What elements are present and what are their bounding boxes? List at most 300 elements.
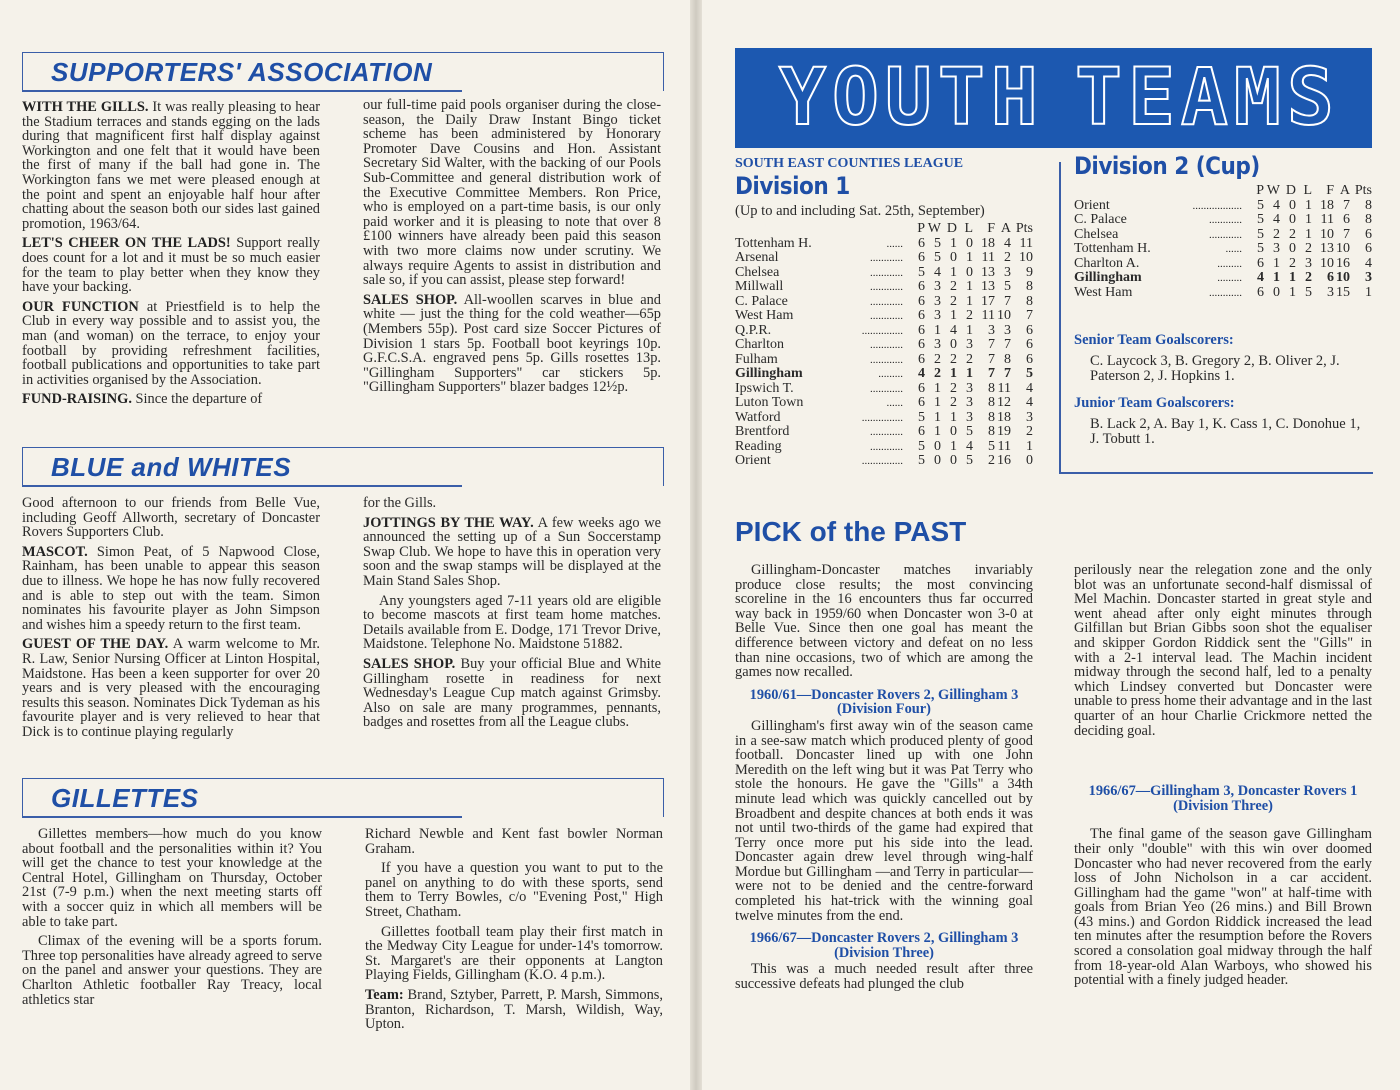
blue-whites-column-1 [22,496,320,745]
stat-cell: 1 [934,395,941,410]
match-2-continued: perilously near the relegation zone and the only blot was an unfortunate second-half dismissal of Mel Machin. Doncaster started in great style and went ahead after only eight minutes through Gilfillan but Brian Gibbs soon shot the equaliser and skipper Gordon Riddick sent the "Gills" in with a 2-1 interval lead. The Machin incident midway through the second half, led to a penalty which Lindsey converted but Doncaster were unable to press home their advantage and in the last quarter of an hour Charlie Crickmore netted the deciding goal. [1074,562,1372,739]
gillettes-column-2 [365,827,663,1037]
stat-cell: 10 [1320,226,1334,242]
stat-cell: 4 [1026,380,1033,396]
leader-dots: ............ [870,310,903,322]
paragraph-text: Since the departure of [131,391,263,408]
match-3-text: The final game of the season gave Gillingham their only "double" with this win over doomed Doncaster who had never recovered from the early loss of John Nicholson in a car accident. Gillingham had the game "won" at half-time with goals from Brian Yeo (26 mins.) and Bill Brown (43 mins.) and Gordon Riddick increased the lead ten minutes after the resumption before the Rovers scored a consolation goal midway through the half from 18-year-old Alan Warboys, who showed his potential with a finely judged header. [1074,826,1372,989]
table-row [1074,213,1372,228]
stat-cell: 2 [988,453,995,468]
stat-cell: 1 [966,293,973,309]
stat-cell: 11 [997,380,1011,396]
paragraph-text: A few weeks ago we announced the setting up of a Sun Soccerstamp Swap Club. We hope to have this in operation very soon and the swap stamps will be displayed at the Main Stand Sales Shop. [363,514,661,589]
table-row [735,353,1033,368]
stat-cell: 5 [1026,366,1033,381]
supporters-col2-paragraph [363,98,661,288]
stat-cell: 0 [950,453,957,468]
stat-cell: 2 [950,279,957,294]
paragraph-lead: SALES SHOP. [363,291,458,308]
stat-cell: 3 [934,293,941,309]
paragraph-text: Gillettes members—how much do you know about football and the personalities within it? You will get the chance to test your knowledge at the Central Hotel, Gillingham on Thursday, October 21st (7-9 p.m.) when the next meeting starts off with a soccer quiz in which all members will be able to take part. [22,826,322,930]
stat-cell: 0 [934,453,941,468]
paragraph-text: for the Gills. [363,495,437,511]
leader-dots: .................. [1192,199,1242,212]
junior-goalscorers [1074,396,1372,447]
table-row [735,324,1033,339]
horizontal-divider [1059,472,1373,474]
table-row [735,382,1033,397]
stat-cell: 0 [1289,197,1296,213]
stat-cell: 18 [997,409,1011,425]
table-header-row [735,222,1033,237]
stat-cell: 10 [1320,255,1334,271]
stat-cell: 2 [950,351,957,367]
stat-cell: 6 [918,235,925,251]
stat-cell: 6 [1026,351,1033,367]
pick-column-2 [1074,563,1372,993]
stat-cell: 5 [918,453,925,468]
stat-cell: 3 [1305,255,1312,271]
stat-cell: 4 [966,438,973,454]
stat-cell: 6 [1026,337,1033,352]
leader-dots: ............ [1209,286,1242,299]
stat-cell: 6 [1257,284,1264,300]
team-name: C. Palace [735,293,788,309]
stat-cell: 3 [1026,409,1033,425]
division-1-subtitle: (Up to and including Sat. 25th, September) [735,203,985,219]
leader-dots: ............ [870,281,903,293]
stat-cell: 13 [981,279,995,294]
senior-goalscorers-heading: Senior Team Goalscorers: [1074,332,1234,348]
stat-cell: 4 [1257,270,1264,285]
paragraph-text: Richard Newble and Kent fast bowler Norman Graham. [365,826,663,857]
pick-column-1 [735,563,1033,997]
leader-dots: ............ [870,353,903,366]
stat-cell: 17 [981,293,995,309]
leader-dots: ............ [1209,228,1242,241]
paragraph-text: Gillettes football team play their first match in the Medway City League for under-14's tomorrow. St. Margaret's are their opponents at Langton Playing Fields, Gillingham (K.O. 4 p.m.). [365,923,663,984]
stat-cell: 1 [1289,270,1296,285]
paragraph-lead: JOTTINGS BY THE WAY. [363,514,534,531]
paragraph-lead: WITH THE GILLS. [22,99,149,115]
stat-cell: 2 [1289,226,1296,242]
table-header-row [1074,184,1372,199]
blue-col2-paragraph [363,594,661,652]
stat-cell: 0 [950,424,957,439]
vertical-divider [1059,162,1061,474]
stat-cell: 6 [1365,241,1372,256]
blue-col2-paragraph [363,516,661,589]
stat-cell: 0 [950,337,957,352]
team-name: Watford [735,409,781,425]
stat-cell: 7 [1026,308,1033,323]
stat-cell: 6 [918,337,925,352]
stat-cell: 6 [1365,226,1372,242]
paragraph-text: A warm welcome to Mr. R. Law, Senior Nursing Officer at Linton Hospital, Maidstone. Has been a keen supporter for over 20 years and is very pleased with the encouraging results this season. Nominates Dick Tydeman as his favourite player and is very relieved to hear that Dick is to continue playing regularly [22,636,320,740]
stat-cell: 5 [934,235,941,251]
stat-cell: 8 [988,424,995,439]
table-row [735,338,1033,353]
stat-cell: 4 [1273,212,1280,227]
paragraph-text: If you have a question you want to put to the panel on anything to do with these sports, send them to Terry Bowles, c/o "Evening Post," High Street, Chatham. [365,860,663,920]
stat-cell: 11 [1019,235,1033,251]
paragraph-lead: OUR FUNCTION [22,298,139,315]
table-row [735,295,1033,310]
paragraph-lead: LET'S CHEER ON THE LADS! [22,235,231,252]
supporters-column-1 [22,100,320,412]
team-name: Brentford [735,424,790,439]
team-name: West Ham [1074,284,1133,300]
leader-dots: ...... [1225,243,1242,255]
match-2-text: This was a much needed result after three successive defeats had plunged the club [735,961,1033,993]
junior-goalscorers-heading: Junior Team Goalscorers: [1074,395,1235,411]
paragraph-text: Good afternoon to our friends from Belle Vue, including Geoff Allworth, secretary of Doncaster Rovers Supporters Club. [22,495,320,541]
team-name: Orient [1074,197,1110,213]
stat-cell: 1 [950,438,957,454]
column-header: D [1285,183,1296,198]
stat-cell: 1 [966,250,973,265]
stat-cell: 7 [1004,337,1011,352]
youth-word: YOUTH [779,53,1044,143]
table-row [1074,228,1372,243]
stat-cell: 4 [1365,255,1372,271]
leader-dots: ............ [870,339,903,351]
stat-cell: 0 [966,264,973,280]
stat-cell: 10 [1019,250,1033,265]
leader-dots: ............ [870,440,903,453]
stat-cell: 1 [1273,270,1280,285]
team-name: Q.P.R. [735,322,772,338]
stat-cell: 3 [1365,270,1372,285]
stat-cell: 6 [1327,270,1334,285]
paragraph-text: Buy your official Blue and White Gillingham rosette in readiness for next Wednesday's League Cup match against Grimsby. Also on sale are many programmes, pennants, badges and rosettes from all the League clubs. [363,655,661,731]
stat-cell: 1 [934,322,941,338]
stat-cell: 2 [1305,270,1312,285]
paragraph-lead: GUEST OF THE DAY. [22,636,169,653]
table-row [735,440,1033,455]
stat-cell: 4 [1004,235,1011,251]
senior-goalscorers-list: C. Laycock 3, B. Gregory 2, B. Oliver 2, J. Paterson 2, J. Hopkins 1. [1090,353,1340,384]
stat-cell: 4 [950,322,957,338]
team-name: Charlton A. [1074,255,1140,271]
stat-cell: 7 [1004,366,1011,381]
stat-cell: 4 [934,264,941,280]
stat-cell: 13 [1320,241,1334,256]
supporters-column-2 [363,98,661,400]
table-row [1074,242,1372,257]
stat-cell: 8 [1026,279,1033,294]
column-header: W [927,221,941,236]
stat-cell: 13 [981,264,995,280]
stat-cell: 6 [918,308,925,323]
team-name: Charlton [735,337,784,352]
stat-cell: 1 [950,308,957,323]
blue-whites-title: BLUE and WHITES [51,452,292,482]
leader-dots: ............ [1209,214,1242,226]
team-name: Millwall [735,279,784,294]
leader-dots: ............ [870,266,903,279]
stat-cell: 3 [934,279,941,294]
team-name: West Ham [735,308,794,323]
stat-cell: 3 [1273,241,1280,256]
blue-col2-paragraph [363,496,661,511]
paragraph-lead: SALES SHOP. [363,655,456,672]
stat-cell: 7 [988,337,995,352]
stat-cell: 1 [1289,284,1296,300]
column-header: W [1266,183,1280,198]
paragraph-text: at Priestfield is to help the Club in every way possible and to assist you, the man (and woman) on the terrace, to enjoy your football by providing refreshment facilities, football publications and opportunities to take part in activities organised by the Association. [22,298,320,388]
supporters-col1-paragraph [22,236,320,294]
gillettes-col1-paragraph [22,934,322,1007]
stat-cell: 2 [950,395,957,410]
stat-cell: 1 [1305,226,1312,242]
stat-cell: 7 [988,366,995,381]
paragraph-text: Climax of the evening will be a sports forum. Three top personalities have already agreed to serve on the panel and answer your questions. They are Charlton Athletic footballer Ray Treacy, local athletics star [22,933,322,1008]
team-name: Orient [735,453,771,468]
leader-dots: ......... [1217,272,1242,284]
stat-cell: 8 [1026,293,1033,309]
stat-cell: 8 [1004,351,1011,367]
team-name: C. Palace [1074,212,1127,227]
stat-cell: 15 [1336,284,1350,300]
gillettes-column-1 [22,827,322,1012]
stat-cell: 10 [1336,241,1350,256]
stat-cell: 0 [1289,212,1296,227]
stat-cell: 8 [988,409,995,425]
leader-dots: ...... [886,237,903,250]
stat-cell: 1 [966,366,973,381]
stat-cell: 8 [1365,212,1372,227]
stat-cell: 18 [981,235,995,251]
match-1-text: Gillingham's first away win of the season came in a see-saw match which produced plenty of good football. Doncaster lined up with one John Meredith on the left wing but it was Pat Terry who stole the honours. He gave the "Gills" a 34th minute lead which was quickly cancelled out by Broadbent and despite chances at both ends it was not until two-thirds of the game had expired that Terry once more put his side into the lead. Doncaster again drew level through wing-half Mordue but Gillingham —and Terry in particular—were not to be denied and the centre-forward completed his hat-trick with the winning goal twelve minutes from the end. [735,717,1033,924]
league-title: SOUTH EAST COUNTIES LEAGUE [735,156,964,171]
stat-cell: 11 [981,250,995,265]
stat-cell: 3 [1004,264,1011,280]
table-row [735,237,1033,252]
team-name: Chelsea [735,264,780,280]
stat-cell: 1 [950,366,957,381]
stat-cell: 4 [1273,197,1280,213]
stat-cell: 2 [950,293,957,309]
supporters-col1-paragraph [22,100,320,231]
stat-cell: 2 [1289,255,1296,271]
stat-cell: 5 [988,438,995,454]
stat-cell: 11 [997,438,1011,454]
paragraph-text: Simon Peat, of 5 Napwood Close, Rainham, has been unable to appear this season due to illness. We hope he has now fully recovered and is able to step out with the team. Simon nominates his favourite player as John Simpson and wishes him a speedy return to the first team. [22,543,320,633]
stat-cell: 5 [1257,212,1264,227]
column-header: A [1339,183,1350,198]
paragraph-text: our full-time paid pools organiser during the close-season, the Daily Draw Instant Bingo ticket scheme has been administered by Honorary Promoter Dave Cousins and Hon. Assistant Secretary Sid Walter, with the backing of our Pools Sub-Committee and general distribution work of the Executive Committee Members. Ron Price, who is employed on a part-time basis, is our only paid worker and it is pleasing to note that over 8 £100 winners have already been paid this season with two more claims now under scrutiny. We always require Agents to assist in distribution and sale so, if you can assist, please step forward! [363,97,661,289]
stat-cell: 1 [966,279,973,294]
stat-cell: 3 [934,337,941,352]
paragraph-lead: MASCOT. [22,543,88,560]
stat-cell: 1 [1026,438,1033,454]
stat-cell: 1 [1305,197,1312,213]
leader-dots: ............ [870,295,903,308]
stat-cell: 1 [950,235,957,251]
stat-cell: 5 [918,409,925,425]
leader-dots: ............ [870,382,903,395]
team-name: Gillingham [1074,270,1142,285]
stat-cell: 3 [1327,284,1334,300]
column-header: D [946,221,957,236]
leader-dots: ............ [870,252,903,264]
gillettes-col1-paragraph [22,827,322,929]
table-row [1074,257,1372,272]
youth-teams-banner [735,48,1372,148]
blue-col1-paragraph [22,637,320,739]
blue-whites-header [22,447,664,486]
table-row [1074,271,1372,286]
team-name: Tottenham H. [735,235,812,251]
column-header: P [1256,183,1264,198]
table-row [735,454,1033,469]
stat-cell: 3 [966,409,973,425]
leader-dots: ...... [886,397,903,409]
table-row [735,280,1033,295]
table-row [1074,286,1372,301]
stat-cell: 0 [1026,453,1033,468]
stat-cell: 1 [1273,255,1280,271]
table-row [735,425,1033,440]
column-header: P [917,221,925,236]
match-1-heading: 1960/61—Doncaster Rovers 2, Gillingham 3 (Division Four) [749,686,1019,718]
stat-cell: 6 [918,293,925,309]
stat-cell: 3 [1004,322,1011,338]
stat-cell: 5 [1257,197,1264,213]
team-name: Luton Town [735,395,804,410]
stat-cell: 16 [997,453,1011,468]
stat-cell: 6 [918,250,925,265]
stat-cell: 5 [934,250,941,265]
stat-cell: 3 [966,337,973,352]
blue-col1-paragraph [22,545,320,633]
team-name: Fulham [735,351,778,367]
stat-cell: 11 [1320,212,1334,227]
stat-cell: 2 [934,366,941,381]
gillettes-col2-paragraph [365,925,663,983]
table-row [735,411,1033,426]
stat-cell: 7 [988,351,995,367]
stat-cell: 4 [1026,395,1033,410]
paragraph-text: It was really pleasing to hear the Stadium terraces and stands egging on the lads during that magnificent first half display against Workington and one felt that it would have been the first of many if the ball had gone in. The Workington fans we met were pleased enough at the point and spent an enjoyable half hour after chatting about the season both our sides last gained promotion, 1963/64. [22,99,320,232]
stat-cell: 1 [950,264,957,280]
column-header: Pts [1354,183,1372,198]
stat-cell: 3 [966,380,973,396]
stat-cell: 3 [988,322,995,338]
leader-dots: ............... [861,324,903,337]
stat-cell: 8 [1365,197,1372,213]
stat-cell: 5 [1305,284,1312,300]
stat-cell: 5 [1257,241,1264,256]
table-row [1074,199,1372,214]
paragraph-lead: Team: [365,986,404,1003]
match-2-heading: 1966/67—Doncaster Rovers 2, Gillingham 3 (Division Three) [749,930,1019,961]
page-gutter [690,0,702,1090]
gillettes-title: GILLETTES [51,783,199,813]
stat-cell: 2 [966,308,973,323]
table-row [735,266,1033,281]
stat-cell: 12 [997,395,1011,410]
stat-cell: 3 [934,308,941,323]
stat-cell: 0 [1273,284,1280,300]
gillettes-col2-paragraph [365,827,663,856]
supporters-title: SUPPORTERS' ASSOCIATION [51,57,433,87]
stat-cell: 2 [934,351,941,367]
division-2-table [1074,184,1372,300]
stat-cell: 5 [918,438,925,454]
stat-cell: 2 [950,380,957,396]
stat-cell: 18 [1320,197,1334,213]
stat-cell: 1 [966,322,973,338]
match-3-heading: 1966/67—Gillingham 3, Doncaster Rovers 1 (Division Three) [1088,783,1358,814]
supporters-header [22,52,664,91]
stat-cell: 2 [1004,250,1011,265]
stat-cell: 9 [1026,264,1033,280]
stat-cell: 0 [1289,241,1296,256]
leader-dots: ............... [861,411,903,424]
column-header: F [1326,183,1334,198]
supporters-col1-paragraph [22,392,320,407]
stat-cell: 11 [981,308,995,323]
stat-cell: 8 [988,395,995,410]
stat-cell: 7 [1343,197,1350,213]
stat-cell: 7 [1343,226,1350,242]
stat-cell: 6 [1343,212,1350,227]
stat-cell: 1 [934,409,941,425]
table-row [735,367,1033,382]
team-name: Tottenham H. [1074,241,1151,256]
stat-cell: 3 [966,395,973,410]
senior-goalscorers [1074,333,1372,384]
stat-cell: 6 [918,322,925,338]
stat-cell: 4 [918,366,925,381]
pick-of-the-past-title: PICK of the PAST [735,516,967,547]
table-row [735,251,1033,266]
stat-cell: 7 [1004,293,1011,309]
stat-cell: 10 [1336,270,1350,285]
stat-cell: 16 [1336,255,1350,271]
stat-cell: 0 [966,235,973,251]
paragraph-text: Brand, Sztyber, Parrett, P. Marsh, Simmons, Branton, Richardson, T. Marsh, Wildish, Way, Upton. [365,986,663,1033]
column-header: L [1303,183,1312,198]
team-name: Arsenal [735,250,779,265]
stat-cell: 6 [1026,322,1033,338]
division-1-title: Division 1 [735,172,850,200]
stat-cell: 2 [966,351,973,367]
stat-cell: 6 [918,380,925,396]
leader-dots: ......... [1217,257,1242,270]
stat-cell: 1 [1365,284,1372,300]
table-row [735,396,1033,411]
table-row [735,309,1033,324]
stat-cell: 5 [966,424,973,439]
stat-cell: 5 [1004,279,1011,294]
teams-word: TEAMS [1075,53,1340,143]
paragraph-text: All-woollen scarves in blue and white — just the thing for the cold weather—65p (Members 55p). Post card size Soccer Pictures of Division 1 stars 5p. Football boot keyrings 10p. G.F.C.S.A. engraved pens 5p. Gills rosettes 13p. "Gillingham Supporters" car stickers 5p. "Gillingham Supporters" blazer badges 12½p. [363,291,661,396]
team-name: Reading [735,438,782,454]
team-name: Ipswich T. [735,380,794,396]
stat-cell: 1 [934,380,941,396]
stat-cell: 6 [918,351,925,367]
division-1-table [735,222,1033,469]
stat-cell: 5 [1257,226,1264,242]
column-header: Pts [1015,221,1033,236]
stat-cell: 1 [1305,212,1312,227]
stat-cell: 6 [918,279,925,294]
blue-whites-column-2 [363,496,661,735]
leader-dots: ......... [878,368,903,380]
